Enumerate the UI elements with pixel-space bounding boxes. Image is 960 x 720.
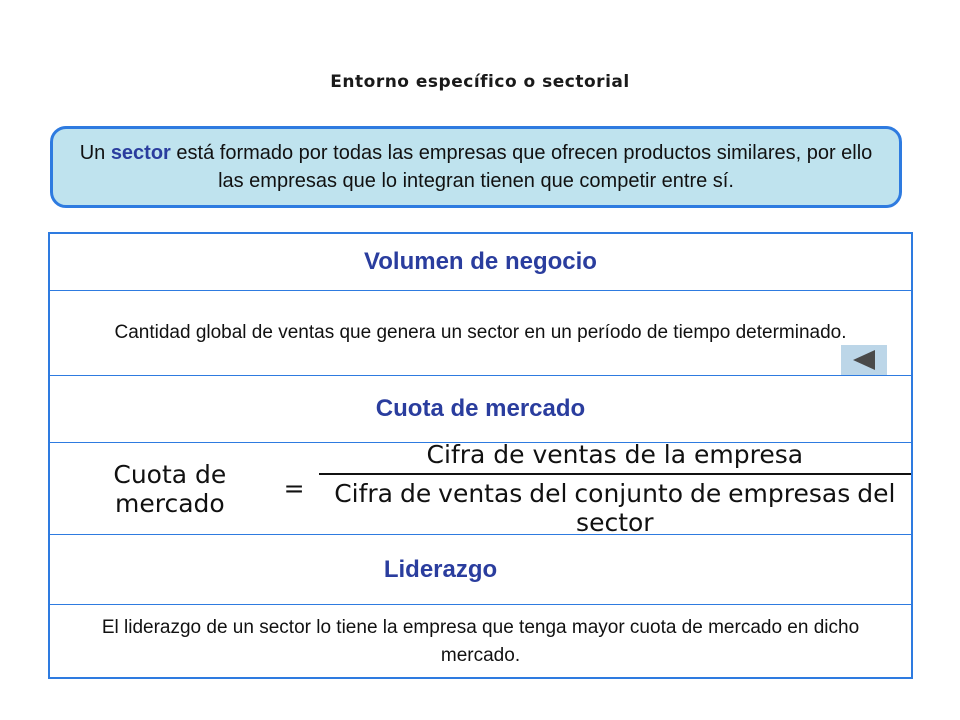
intro-text bbox=[69, 139, 883, 195]
volumen-heading-row bbox=[50, 234, 911, 291]
volumen-text-row bbox=[50, 291, 911, 376]
intro-box bbox=[50, 126, 902, 208]
liderazgo-heading-row bbox=[50, 535, 911, 605]
back-button[interactable] bbox=[841, 345, 887, 375]
formula-fraction bbox=[319, 440, 911, 537]
formula-equals: = bbox=[283, 474, 305, 503]
intro-text-before: Un bbox=[79, 142, 111, 164]
intro-highlight: sector bbox=[110, 142, 171, 164]
cuota-formula bbox=[50, 440, 911, 537]
page-title: Entorno específico o sectorial bbox=[330, 72, 630, 92]
triangle-left-icon bbox=[851, 349, 877, 371]
formula-lhs: Cuota de mercado bbox=[113, 459, 227, 518]
liderazgo-text: El liderazgo de un sector lo tiene la empresa que tenga mayor cuota de mercado en dicho mercado. bbox=[101, 617, 860, 666]
cuota-heading: Cuota de mercado bbox=[375, 395, 586, 422]
formula-denominator: Cifra de ventas del conjunto de empresas del sector bbox=[334, 478, 896, 537]
cuota-heading-row bbox=[50, 376, 911, 443]
liderazgo-text-row bbox=[50, 605, 911, 679]
volumen-heading: Volumen de negocio bbox=[364, 248, 597, 275]
liderazgo-heading: Liderazgo bbox=[383, 555, 498, 583]
intro-text-after: está formado por todas las empresas que ofrecen productos similares, por ello las empresas que lo integran tienen que competir entre sí. bbox=[170, 142, 873, 192]
formula-numerator: Cifra de ventas de la empresa bbox=[426, 440, 804, 470]
concepts-table bbox=[48, 232, 913, 679]
volumen-text: Cantidad global de ventas que genera un sector en un período de tiempo determinado. bbox=[114, 322, 847, 343]
cuota-formula-row bbox=[50, 440, 911, 537]
